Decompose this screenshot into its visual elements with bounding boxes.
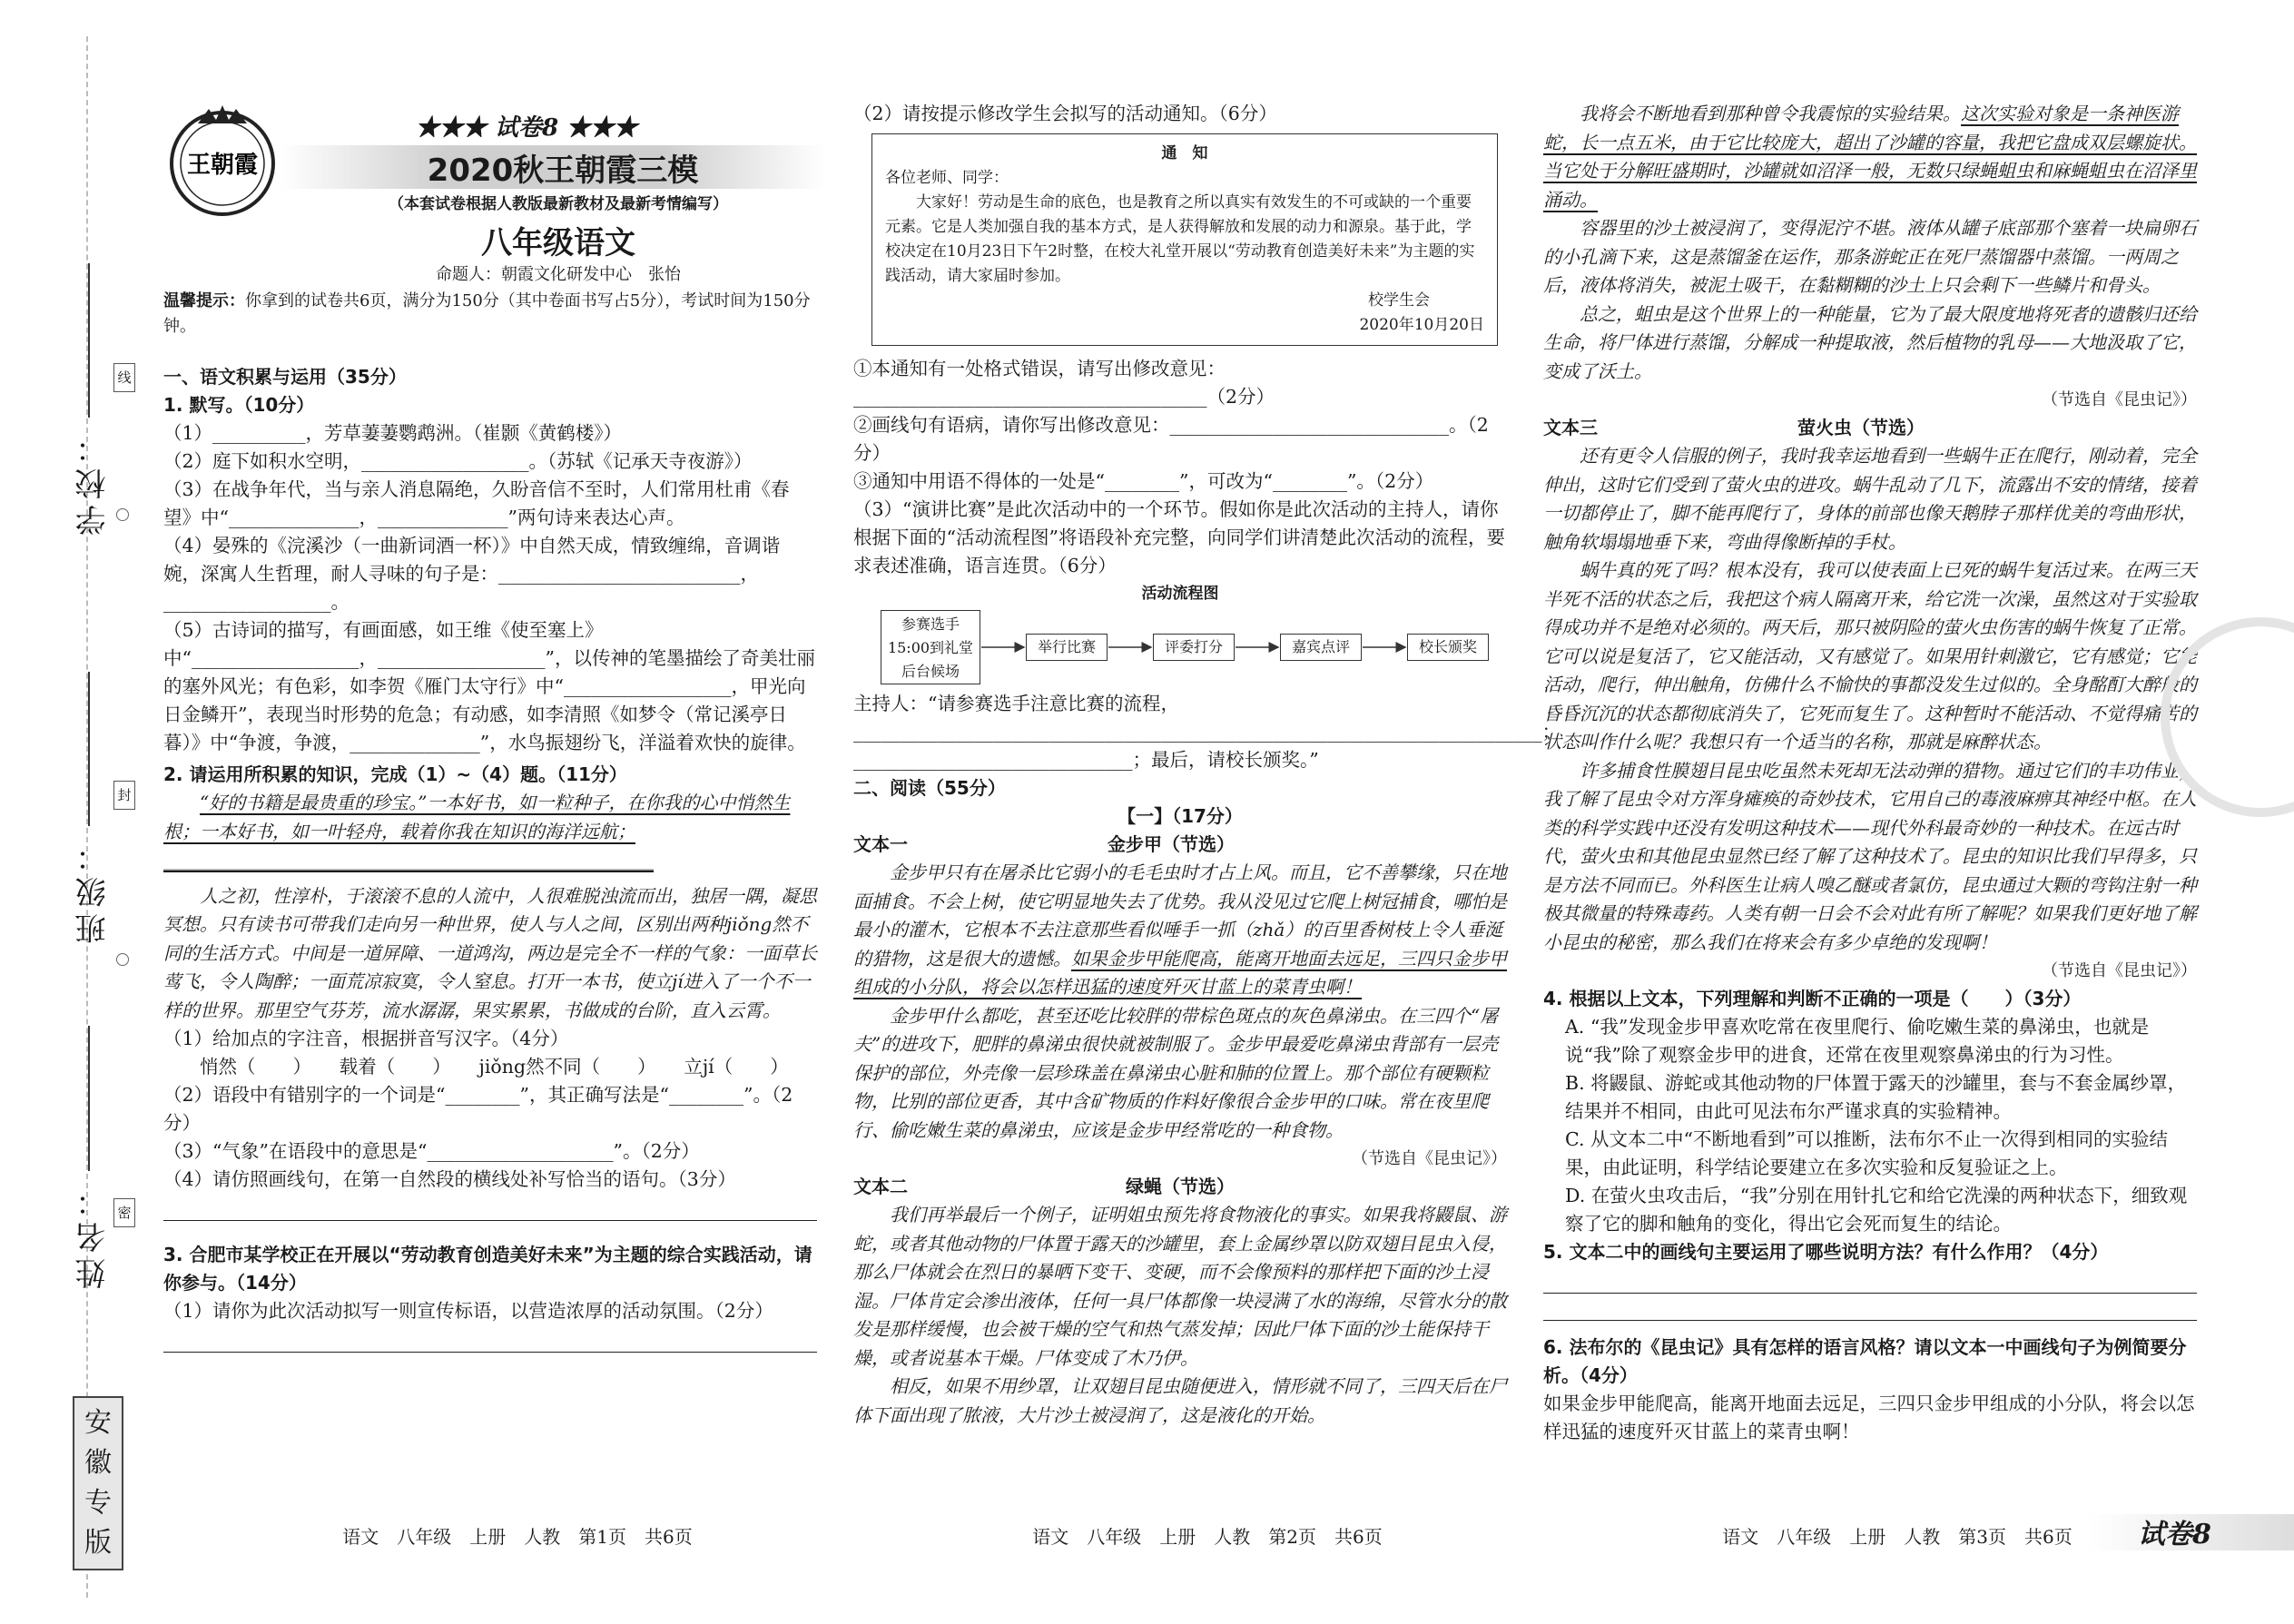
q3-2-prompt: （2）请按提示修改学生会拟写的活动通知。（6分） <box>853 103 1277 124</box>
q3-3-prompt: （3）“演讲比赛”是此次活动中的一个环节。假如你是此次活动的主持人，请你根据下面的“活动流程图”将语段补充完整，向同学们讲清楚此次活动的流程，要求表述准确，语言连贯。（6分） <box>853 498 1505 576</box>
text-title: 金步甲（节选） <box>1108 833 1235 855</box>
exam-number: ★★★ 试卷8 ★★★ <box>415 114 638 142</box>
q2-passage-2: 人之初，性淳朴，于滚滚不息的人流中，人很难脱浊流而出，独居一隅，凝思冥想。只有读书可带我们走向另一种世界，使人与人之间，区别出两种jiǒng然不同的生活方式。中间是一道屏障、一道鸿沟，两边是完全不一样的气象：一面草长莺飞，令人陶醉；一面荒凉寂寞，令人窒息。打开一本书，使立jí进入了一个不一样的世界。那里空气芬芳，流水潺潺，果实累累，书做成的台阶，直入云霄。 <box>163 884 817 1021</box>
q3-2-item[interactable]: ①本通知有一处格式错误，请写出修改意见：______________________________________（2分） <box>853 358 1275 408</box>
answer-line[interactable] <box>163 1325 817 1353</box>
text1-underlined: 如果金步甲能爬高，能离开地面去远足，三四只金步甲组成的小分队，将会以怎样迅猛的速度歼灭甘蓝上的菜青虫啊！ <box>853 947 1507 998</box>
text3-paragraph: 蜗牛真的死了吗？根本没有，我可以使表面上已死的蜗牛复活过来。在两三天半死不活的状态之后，我把这个病人隔离开来，给它洗一次澡，虽然这对于实验取得成功并不是绝对必须的。两天后，那只被阴险的萤火虫伤害的蜗牛恢复了正常。它可以说是复活了，它又能活动，又有感觉了。如果用针刺激它，它有感觉；它能活动，爬行，伸出触角，仿佛什么不愉快的事都没发生过似的。全身酩酊大醉般的昏昏沉沉的状态都彻底消失了，它死而复生了。这种暂时不能活动、不觉得痛苦的状态叫作什么呢？我想只有一个适当的名称，那就是麻醉状态。 <box>1543 559 2197 753</box>
text1-paragraph: 金步甲只有在屠杀比它弱小的毛毛虫时才占上风。而且，它不善攀缘，只在地面捕食。不会上树，使它明显地失去了优势。我从没见过它爬上树冠捕食，哪怕是最小的灌木，它根本不去注意那些看似唾手一抓（zhǎ）的百里香树枝上令人垂涎的猎物，这是很大的遗憾。 <box>853 861 1507 969</box>
q2-passage-1: “好的书籍是最贵重的珍宝。”一本好书，如一粒种子，在你我的心中悄然生根；一本好书，如一叶轻舟，载着你我在知识的海洋远航；______________________________________________________ <box>163 792 791 871</box>
text2-paragraph: 总之，蛆虫是这个世界上的一种能量，它为了最大限度地将死者的遗骸归还给生命，将尸体进行蒸馏，分解成一种提取液，然后植物的乳母——大地汲取了它，变成了沃土。 <box>1543 302 2197 382</box>
flow-step-3: 评委打分 <box>1153 634 1235 661</box>
brand-seal-logo <box>163 100 281 218</box>
text2-paragraph: 我们再举最后一个例子，证明姐虫预先将食物液化的事实。如果我将鼹鼠、游蛇，或者其他动物的尸体置于露天的沙罐里，套上金属纱罩以防双翅目昆虫入侵，那么尸体就会在烈日的暴晒下变干、变硬，而不会像预料的那样把下面的沙土浸湿。尸体肯定会渗出液体，任何一具尸体都像一块浸满了水的海绵，尽管水分的散发是那样缓慢，也会被干燥的空气和热气蒸发掉；因此尸体下面的沙土能保持干燥，或者说基本干燥。尸体变成了木乃伊。 <box>853 1204 1507 1369</box>
option-d[interactable]: D. 在萤火虫攻击后，“我”分别在用针扎它和给它洗澡的两种状态下，细致观察了它的脚和触角的变化，得出它会死而复生的结论。 <box>1565 1185 2188 1235</box>
school-blank[interactable] <box>88 263 90 418</box>
text3-paragraph: 还有更令人信服的例子，我时我幸运地看到一些蜗牛正在爬行，刚动着，完全伸出，这时它们受到了萤火虫的进攻。蜗牛乱动了几下，流露出不安的情绪，接着一切都停止了，脚不能再爬行了，身体的前部也像天鹅脖子那样优美的弯曲形状，触角软塌塌地垂下来，弯曲得像断掉的手杖。 <box>1543 445 2197 553</box>
option-a[interactable]: A. “我”发现金步甲喜欢吃常在夜里爬行、偷吃嫩生菜的鼻涕虫，也就是说“我”除了观察金步甲的进食，还常在夜里观察鼻涕虫的行为习性。 <box>1565 1016 2150 1066</box>
flow-chart <box>853 608 1507 690</box>
source-note: （节选自《昆虫记》） <box>2042 390 2197 409</box>
source-note: （节选自《昆虫记》） <box>2042 961 2197 980</box>
flow-step-2: 举行比赛 <box>1026 634 1108 661</box>
text-title: 绿蝇（节选） <box>1126 1176 1235 1197</box>
q1-item[interactable]: （4）晏殊的《浣溪沙（一曲新词酒一杯）》中自然天成，情致缠绵，音调谐婉，深寓人生哲理，耐人寻味的句子是：__________________________，__________________。 <box>163 535 781 613</box>
q1-item[interactable]: （3）在战争年代，当与亲人消息隔绝，久盼音信不至时，人们常用杜甫《春望》中“______________，______________”两句诗来表达心声。 <box>163 478 790 528</box>
host-script[interactable]: 主持人：“请参赛选手注意比赛的流程，__________________________________________________________________________；______________________________；最后，请校长颁奖。” <box>853 693 1561 771</box>
notice-sign: 校学生会 <box>1368 291 1430 310</box>
text-label: 文本一 <box>853 833 908 855</box>
q2-item[interactable]: （2）语段中有错别字的一个词是“________”，其正确写法是“________”。（2分） <box>163 1084 793 1134</box>
school-label: 学校： <box>75 427 112 536</box>
q1-item[interactable]: （1）__________，芳草萋萋鹦鹉洲。（崔颢《黄鹤楼》） <box>163 422 623 444</box>
column-2 <box>853 100 1561 1430</box>
edition-char: 徽 <box>84 1447 112 1479</box>
option-b[interactable]: B. 将鼹鼠、游蛇或其他动物的尸体置于露天的沙罐里，套与不套金属纱罩，结果并不相同，由此可见法布尔严谨求真的实验精神。 <box>1565 1072 2187 1122</box>
binding-hole <box>116 508 129 521</box>
q1-item[interactable]: （2）庭下如积水空明，__________________。（苏轼《记承天寺夜游》） <box>163 450 753 472</box>
mark-line: 线 <box>113 363 135 392</box>
text2-paragraph: 相反，如果不用纱罩，让双翅目昆虫随便进入，情形就不同了，三四天后在尸体下面出现了脓液，大片沙土被浸润了，这是液化的开始。 <box>853 1375 1507 1426</box>
q2-item: （1）给加点的字注音，根据拼音写汉字。（4分） <box>163 1028 569 1049</box>
text2-paragraph: 我将会不断地看到那种曾令我震惊的实验结果。 <box>1580 103 1961 124</box>
footer-page-1: 语文 八年级 上册 人教 第1页 共6页 <box>342 1526 693 1548</box>
answer-line[interactable] <box>1543 1266 2197 1294</box>
notice-box <box>871 133 1498 346</box>
footer-page-2: 语文 八年级 上册 人教 第2页 共6页 <box>1032 1526 1383 1548</box>
flow-step-5: 校长颁奖 <box>1407 634 1489 661</box>
mark-seal: 封 <box>113 781 135 810</box>
flow-title: 活动流程图 <box>1141 585 1219 603</box>
text1-paragraph: 金步甲什么都吃，甚至还吃比较胖的带棕色斑点的灰色鼻涕虫。在三四个“屠夫”的进攻下，肥胖的鼻涕虫很快就被制服了。金步甲最爱吃鼻涕虫背部有一层壳保护的部位，外壳像一层珍珠盖在鼻涕虫心脏和肺的位置上。那个部位有硬颗粒物，比别的部位更香，其中含矿物质的作料好像很合金步甲的口味。常在夜里爬行、偷吃嫩生菜的鼻涕虫，应该是金步甲经常吃的一种食物。 <box>853 1004 1499 1141</box>
q3-2-item[interactable]: ③通知中用语不得体的一处是“________”，可改为“________”。（2分） <box>853 470 1434 492</box>
exam-tip: 温馨提示：你拿到的试卷共6页，满分为150分（其中卷面书写占5分），考试时间为150分钟。 <box>163 291 811 336</box>
notice-date: 2020年10月20日 <box>1359 316 1484 334</box>
text3-paragraph: 许多捕食性膜翅目昆虫吃虽然未死却无法动弹的猎物。通过它们的丰功伟业，我了解了昆虫令对方浑身瘫痪的奇妙技术，它用自己的毒液麻痹其神经中枢。在人类的科学实践中还没有发明这种技术——现代外科最奇妙的一种技术。在远古时代，萤火虫和其他昆虫显然已经了解了这种技术了。昆虫的知识比我们早得多，只是方法不同而已。外科医生让病人嗅乙醚或者氯仿，昆虫通过大颗的弯钩注射一种极其微量的特殊毒药。人类有朝一日会不会对此有所了解呢？如果我们更好地了解小昆虫的秘密，那么我们在将来会有多少卓绝的发现啊！ <box>1543 759 2197 953</box>
subject-title: 八年级语文 <box>481 225 635 261</box>
question-3: 3. 合肥市某学校正在开展以“劳动教育创造美好未来”为主题的综合实践活动，请你参与。（14分） <box>163 1244 812 1294</box>
q3-item: （1）请你为此次活动拟写一则宣传标语，以营造浓厚的活动氛围。（2分） <box>163 1300 773 1322</box>
text-title: 萤火虫（节选） <box>1797 417 1925 438</box>
answer-line[interactable] <box>163 1194 817 1221</box>
footer-exam-number: 试卷8 <box>2138 1519 2211 1550</box>
q2-item: （4）请仿照画线句，在第一自然段的横线处补写恰当的语句。（3分） <box>163 1168 736 1190</box>
class-blank[interactable] <box>88 672 90 826</box>
flow-step-4: 嘉宾点评 <box>1280 634 1362 661</box>
text-label: 文本二 <box>853 1176 908 1197</box>
answer-line[interactable] <box>1543 1294 2197 1321</box>
question-1: 1. 默写。（10分） <box>163 394 315 416</box>
source-note: （节选自《昆虫记》） <box>1352 1149 1507 1168</box>
flow-arrows <box>853 608 1507 690</box>
q1-item[interactable]: （5）古诗词的描写，有画面感，如王维《使至塞上》中“__________________，__________________”，以传神的笔墨描绘了奇美壮丽的塞外风光；有色彩，如李贺《雁门太守行》中“__________________，甲光向日金鳞开”，表现当时形势的危急；有动感，如李清照《如梦令（常记溪亭日暮）》中“争渡，争渡，______________”，水鸟振翅纷飞，洋溢着欢快的旋律。 <box>163 619 815 753</box>
section-title: 二、阅读（55分） <box>853 777 1006 799</box>
logo-text: 王朝霞 <box>186 152 259 179</box>
binding-hole <box>116 953 129 966</box>
text2-paragraph: 容器里的沙土被浸润了，变得泥泞不堪。液体从罐子底部那个塞着一块扁卵石的小孔滴下来，这是蒸馏釜在运作，那条游蛇正在死尸蒸馏器中蒸馏。一两周之后，液体将消失，被泥土吸干，在黏糊糊的沙土上只会剩下一些鳞片和骨头。 <box>1543 217 2197 296</box>
question-4: 4. 根据以上文本，下列理解和判断不正确的一项是（ ）（3分） <box>1543 988 2082 1009</box>
exam-subtitle: （本套试卷根据人教版最新教材及最新考情编写） <box>389 195 728 213</box>
q3-2-item[interactable]: ②画线句有语病，请你写出修改意见：______________________________。（2分） <box>853 414 1489 464</box>
pinyin-blanks[interactable]: 悄然（ ） 载着（ ） jiǒng然不同（ ） 立jí（ ） <box>200 1056 789 1078</box>
edition-char: 安 <box>84 1407 112 1439</box>
binding-margin <box>0 0 159 1624</box>
author-line: 命题人：朝霞文化研发中心 张怡 <box>436 265 681 284</box>
text-label: 文本三 <box>1543 417 1598 438</box>
q6-quote: 如果金步甲能爬高，能离开地面去远足，三四只金步甲组成的小分队，将会以怎样迅猛的速度歼灭甘蓝上的菜青虫啊！ <box>1543 1393 2195 1442</box>
question-2: 2. 请运用所积累的知识，完成（1）~（4）题。（11分） <box>163 763 627 785</box>
mark-dense: 密 <box>113 1198 135 1227</box>
edition-char: 版 <box>84 1527 112 1559</box>
column-3 <box>1543 100 2197 1446</box>
footer-page-3: 语文 八年级 上册 人教 第3页 共6页 <box>1722 1526 2072 1548</box>
name-blank[interactable] <box>88 1026 90 1171</box>
class-label: 班级： <box>75 835 112 944</box>
notice-title: 通 知 <box>1161 144 1208 162</box>
text2-underlined: 这次实验对象是一条神医游蛇，长一点五米，由于它比较庞大，超出了沙罐的容量，我把它盘成双层螺旋状。当它处于分解旺盛期时，沙罐就如沼泽一般，无数只绿蝇蛆虫和麻蝇蛆虫在沼泽里涌动。 <box>1543 103 2197 211</box>
notice-body: 大家好！劳动是生命的底色，也是教育之所以真实有效发生的不可或缺的一个重要元素。它是人类加强自我的基本方式，是人获得解放和发展的动力和源泉。基于此，学校决定在10月23日下午2时整，在校大礼堂开展以“劳动教育创造美好未来”为主题的实践活动，请大家届时参加。 <box>885 193 1475 285</box>
name-label: 姓名： <box>75 1180 112 1289</box>
edition-badge <box>73 1396 123 1570</box>
option-c[interactable]: C. 从文本二中“不断地看到”可以推断，法布尔不止一次得到相同的实验结果，由此证明，科学结论要建立在多次实验和反复验证之上。 <box>1565 1128 2168 1178</box>
reading-part: 【一】（17分） <box>1117 805 1243 827</box>
q2-item[interactable]: （3）“气象”在语段中的意思是“____________________”。（2分） <box>163 1140 700 1162</box>
question-6: 6. 法布尔的《昆虫记》具有怎样的语言风格？请以文本一中画线句子为例简要分析。（4分） <box>1543 1336 2187 1386</box>
column-1 <box>163 363 817 1353</box>
flow-step-1: 参赛选手15:00到礼堂后台候场 <box>881 610 980 684</box>
exam-title: 2020秋王朝霞三模 <box>427 153 699 189</box>
edition-char: 专 <box>84 1487 112 1519</box>
section-title: 一、语文积累与运用（35分） <box>163 366 407 388</box>
notice-greeting: 各位老师、同学： <box>885 169 1009 187</box>
question-5: 5. 文本二中的画线句主要运用了哪些说明方法？有什么作用？（4分） <box>1543 1241 2109 1263</box>
